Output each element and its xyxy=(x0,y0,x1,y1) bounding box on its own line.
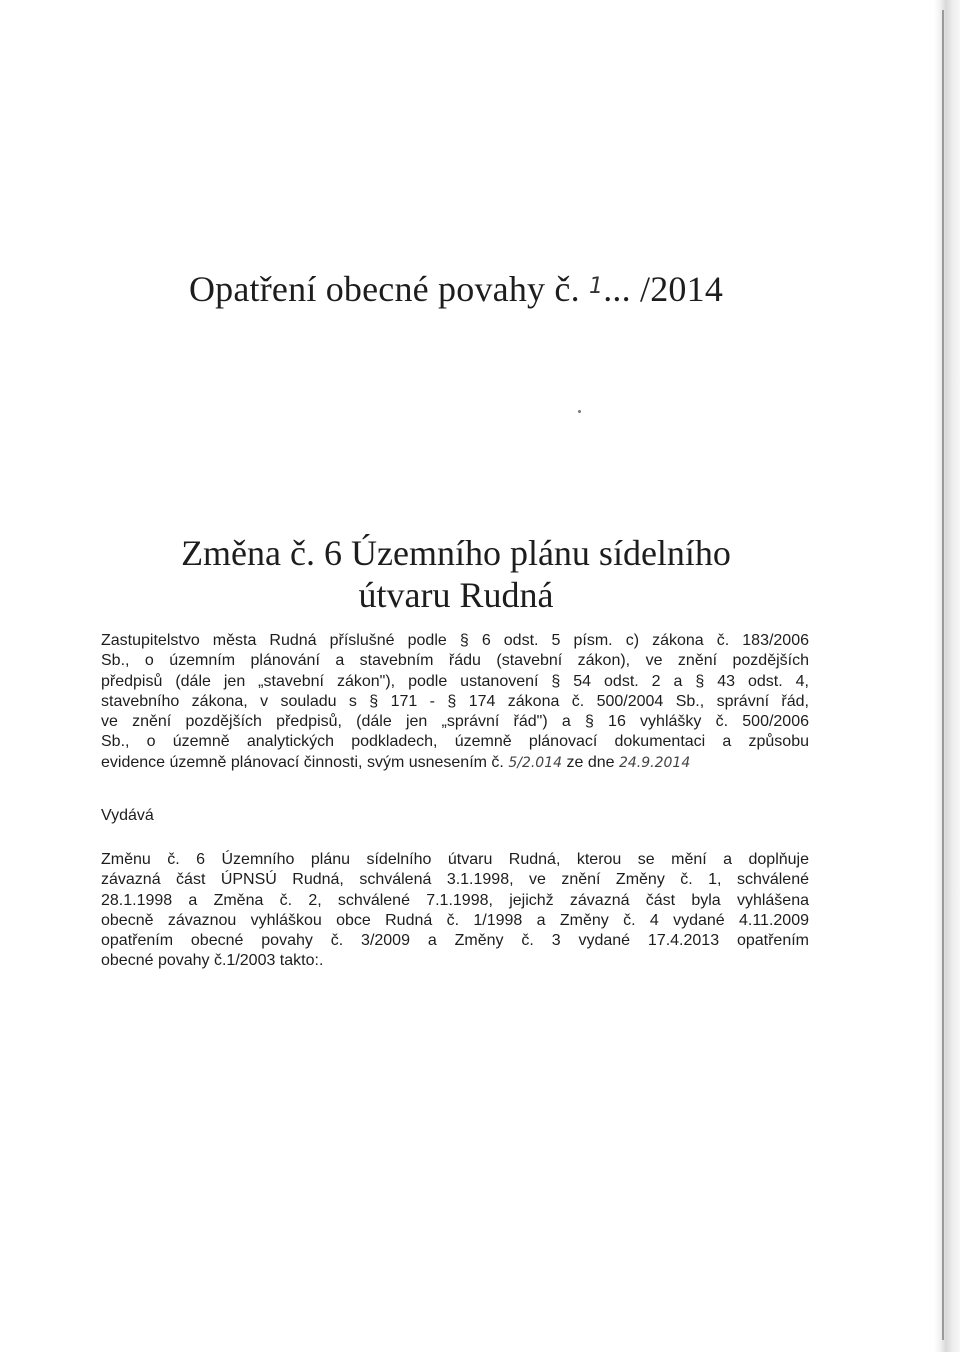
issues-heading: Vydává xyxy=(101,807,154,824)
intro-line: Zastupitelstvo města Rudná příslušné podle § 6 odst. 5 písm. c) zákona č. 183/2006 xyxy=(101,632,809,649)
scan-edge xyxy=(934,0,960,1352)
handwritten-date: 24.9.2014 xyxy=(618,754,691,771)
title-suffix: ... /2014 xyxy=(603,269,724,309)
resolution-text: evidence územně plánovací činnosti, svým usnesením č. xyxy=(101,753,504,771)
resolution-line xyxy=(101,753,809,773)
body-line: závazná část ÚPNSÚ Rudná, schválená 3.1.1998, ve znění Změny č. 1, schválené xyxy=(101,871,809,889)
body-line: obecně závaznou vyhláškou obce Rudná č. 1/1998 a Změny č. 4 vydané 4.11.2009 xyxy=(101,911,809,929)
date-label: ze dne xyxy=(566,753,615,771)
intro-line: ve znění pozdějších předpisů, (dále jen „správní řád") a § 16 vyhlášky č. 500/2006 xyxy=(101,713,809,731)
scan-speck xyxy=(578,410,581,413)
intro-line: předpisů (dále jen „stavební zákon"), podle ustanovení § 54 odst. 2 a § 43 odst. 4, xyxy=(101,672,809,690)
subtitle-line-2: útvaru Rudná xyxy=(358,575,554,615)
scan-border-line xyxy=(942,10,944,1340)
handwritten-number: 1 xyxy=(589,274,604,299)
intro-line: stavebního zákona, v souladu s § 171 - § 174 zákona č. 500/2004 Sb., správní řád, xyxy=(101,692,809,710)
handwritten-resolution-number: 5/2.014 xyxy=(508,754,563,771)
body-line: opatřením obecné povahy č. 3/2009 a Změny č. 3 vydané 17.4.2013 opatřením xyxy=(101,932,809,950)
title-prefix: Opatření obecné povahy č. xyxy=(188,269,580,309)
body-paragraph xyxy=(101,850,809,972)
body-line: 28.1.1998 a Změna č. 2, schválené 7.1.1998, jejichž závazná část byla vyhlášena xyxy=(101,891,809,909)
body-line: Změnu č. 6 Územního plánu sídelního útvaru Rudná, kterou se mění a doplňuje xyxy=(101,851,809,868)
body-line: obecné povahy č.1/2003 takto:. xyxy=(101,952,324,970)
intro-paragraph xyxy=(101,631,809,773)
intro-line: Sb., o územním plánování a stavebním řádu (stavební zákon), ve znění pozdějších xyxy=(101,652,809,670)
document-title xyxy=(0,268,912,310)
intro-line: Sb., o územně analytických podkladech, územně plánovací dokumentaci a způsobu xyxy=(101,733,809,751)
subtitle-line-1: Změna č. 6 Územního plánu sídelního xyxy=(181,533,731,573)
